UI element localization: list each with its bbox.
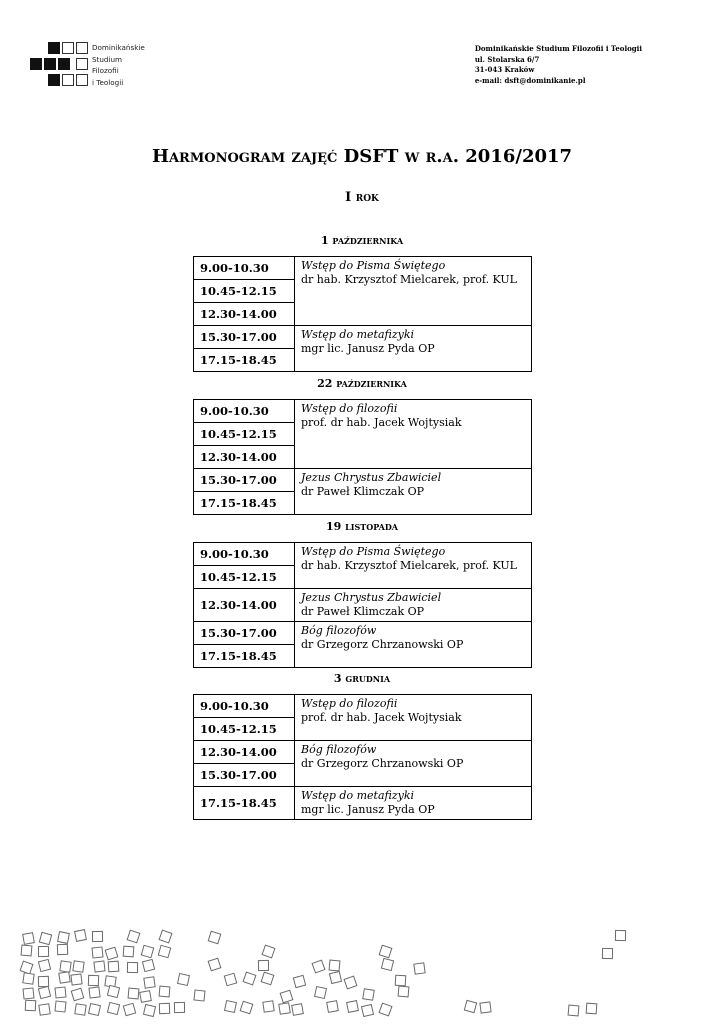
address-line: Dominikańskie Studium Filozofii i Teologii xyxy=(474,44,642,53)
decorative-square-icon xyxy=(92,931,103,942)
logo-line: Studium xyxy=(92,54,123,64)
course-name: Wstęp do metafizyki xyxy=(301,789,415,802)
decorative-square-icon xyxy=(22,987,34,999)
course-name: Jezus Chrystus Zbawiciel xyxy=(301,591,442,604)
course-cell xyxy=(295,589,532,622)
time-cell: 12.30-14.00 xyxy=(194,741,295,764)
decorative-square-icon xyxy=(122,1002,136,1016)
schedule-table xyxy=(193,399,532,515)
decorative-square-icon xyxy=(104,947,118,961)
decorative-square-icon xyxy=(278,1002,291,1015)
course-cell xyxy=(295,741,532,787)
decorative-square-icon xyxy=(311,959,325,973)
decorative-square-icon xyxy=(56,944,67,955)
time-cell: 12.30-14.00 xyxy=(194,303,295,326)
decorative-square-icon xyxy=(92,947,104,959)
lecturer-name: dr Paweł Klimczak OP xyxy=(301,605,425,618)
schedule-table xyxy=(193,542,532,668)
time-cell: 12.30-14.00 xyxy=(194,446,295,469)
institution-logo xyxy=(30,42,170,92)
decorative-square-icon xyxy=(398,986,410,998)
document-subtitle: I rok xyxy=(345,190,379,205)
decorative-square-icon xyxy=(24,1000,36,1012)
decorative-square-icon xyxy=(93,960,105,972)
decorative-square-icon xyxy=(75,1003,87,1015)
time-cell: 9.00-10.30 xyxy=(194,400,295,423)
lecturer-name: mgr lic. Janusz Pyda OP xyxy=(301,342,435,355)
decorative-square-icon xyxy=(177,973,190,986)
address-line: ul. Stolarska 6/7 xyxy=(474,54,540,64)
decorative-square-icon xyxy=(58,972,71,985)
logo-line: Filozofii xyxy=(92,66,119,75)
lecturer-name: dr Grzegorz Chrzanowski OP xyxy=(301,757,464,770)
decorative-square-icon xyxy=(414,962,426,974)
course-cell xyxy=(295,543,532,589)
institution-address xyxy=(475,44,642,86)
course-name: Bóg filozofów xyxy=(301,743,377,756)
address-line: e-mail: dsft@dominikanie.pl xyxy=(474,75,586,85)
decorative-square-icon xyxy=(38,1004,50,1016)
decorative-square-icon xyxy=(346,1000,359,1013)
time-cell: 9.00-10.30 xyxy=(194,543,295,566)
decorative-square-icon xyxy=(615,930,626,941)
lecturer-name: dr Grzegorz Chrzanowski OP xyxy=(301,638,464,651)
decorative-square-icon xyxy=(22,972,34,984)
time-cell: 9.00-10.30 xyxy=(194,257,295,280)
time-cell: 15.30-17.00 xyxy=(194,622,295,645)
decorative-square-icon xyxy=(586,1003,598,1015)
logo-squares-icon xyxy=(30,42,90,90)
decorative-square-icon xyxy=(70,988,84,1002)
course-name: Wstęp do filozofii xyxy=(301,697,398,710)
decorative-square-icon xyxy=(88,1003,101,1016)
table-row xyxy=(194,589,532,622)
decorative-square-icon xyxy=(139,990,152,1003)
decorative-square-icon xyxy=(360,1004,373,1017)
time-cell: 15.30-17.00 xyxy=(194,326,295,349)
time-cell: 17.15-18.45 xyxy=(194,787,295,820)
decorative-square-icon xyxy=(208,930,222,944)
decorative-squares-pattern xyxy=(20,930,710,1020)
section-date: 19 listopada xyxy=(326,520,398,533)
course-cell xyxy=(295,326,532,372)
time-cell: 10.45-12.15 xyxy=(194,423,295,446)
course-cell xyxy=(295,622,532,668)
decorative-square-icon xyxy=(394,974,406,986)
decorative-square-icon xyxy=(37,946,48,957)
course-name: Wstęp do Pisma Świętego xyxy=(301,545,446,558)
decorative-square-icon xyxy=(143,976,155,988)
table-row xyxy=(194,326,532,349)
decorative-square-icon xyxy=(106,1002,119,1015)
decorative-square-icon xyxy=(258,960,269,971)
decorative-square-icon xyxy=(260,972,274,986)
time-cell: 17.15-18.45 xyxy=(194,645,295,668)
decorative-square-icon xyxy=(262,945,276,959)
course-name: Wstęp do metafizyki xyxy=(301,328,415,341)
decorative-square-icon xyxy=(159,930,173,944)
table-row xyxy=(194,787,532,820)
table-row xyxy=(194,622,532,645)
decorative-square-icon xyxy=(208,958,222,972)
decorative-square-icon xyxy=(158,986,170,998)
decorative-square-icon xyxy=(378,1002,392,1016)
lecturer-name: prof. dr hab. Jacek Wojtysiak xyxy=(301,416,462,429)
decorative-square-icon xyxy=(140,945,154,959)
lecturer-name: dr hab. Krzysztof Mielcarek, prof. KUL xyxy=(301,559,517,572)
decorative-square-icon xyxy=(127,988,139,1000)
course-cell xyxy=(295,257,532,326)
decorative-square-icon xyxy=(158,945,172,959)
decorative-square-icon xyxy=(464,1000,477,1013)
decorative-square-icon xyxy=(37,986,50,999)
course-cell xyxy=(295,787,532,820)
decorative-square-icon xyxy=(38,931,51,944)
decorative-square-icon xyxy=(293,975,306,988)
decorative-square-icon xyxy=(123,945,135,957)
decorative-square-icon xyxy=(279,989,293,1003)
time-cell: 9.00-10.30 xyxy=(194,695,295,718)
logo-text xyxy=(92,42,145,88)
decorative-square-icon xyxy=(54,1000,66,1012)
decorative-square-icon xyxy=(20,944,32,956)
lecturer-name: dr hab. Krzysztof Mielcarek, prof. KUL xyxy=(301,273,517,286)
time-cell: 17.15-18.45 xyxy=(194,492,295,515)
decorative-square-icon xyxy=(38,959,51,972)
decorative-square-icon xyxy=(174,1002,185,1013)
decorative-square-icon xyxy=(262,1000,274,1012)
time-cell: 10.45-12.15 xyxy=(194,718,295,741)
decorative-square-icon xyxy=(343,976,357,990)
time-cell: 15.30-17.00 xyxy=(194,469,295,492)
time-cell: 10.45-12.15 xyxy=(194,566,295,589)
time-cell: 15.30-17.00 xyxy=(194,764,295,787)
time-cell: 17.15-18.45 xyxy=(194,349,295,372)
decorative-square-icon xyxy=(567,1004,579,1016)
decorative-square-icon xyxy=(22,932,35,945)
decorative-square-icon xyxy=(70,974,82,986)
course-cell xyxy=(295,469,532,515)
decorative-square-icon xyxy=(54,987,66,999)
course-name: Wstęp do filozofii xyxy=(301,402,398,415)
decorative-square-icon xyxy=(243,972,257,986)
logo-line: Dominikańskie xyxy=(92,43,145,52)
time-cell: 12.30-14.00 xyxy=(194,589,295,622)
address-line: 31-043 Kraków xyxy=(474,65,535,74)
course-cell xyxy=(295,695,532,741)
table-row xyxy=(194,257,532,280)
decorative-square-icon xyxy=(107,985,120,998)
decorative-square-icon xyxy=(329,971,342,984)
decorative-square-icon xyxy=(223,973,237,987)
decorative-square-icon xyxy=(126,929,140,943)
table-row xyxy=(194,543,532,566)
table-row xyxy=(194,400,532,423)
course-name: Jezus Chrystus Zbawiciel xyxy=(301,471,442,484)
decorative-square-icon xyxy=(108,960,120,972)
section-date: 1 października xyxy=(320,234,404,247)
decorative-square-icon xyxy=(88,974,99,985)
section-date: 22 października xyxy=(317,377,407,390)
table-row xyxy=(194,741,532,764)
decorative-square-icon xyxy=(327,1000,340,1013)
decorative-square-icon xyxy=(379,944,393,958)
table-row xyxy=(194,695,532,718)
decorative-square-icon xyxy=(602,948,613,959)
document-title: Harmonogram zajęć DSFT w r.a. 2016/2017 xyxy=(151,146,573,167)
decorative-square-icon xyxy=(127,962,138,973)
decorative-square-icon xyxy=(240,1001,254,1015)
schedule-table xyxy=(193,694,532,820)
course-name: Wstęp do Pisma Świętego xyxy=(301,259,446,272)
decorative-square-icon xyxy=(143,1003,156,1016)
decorative-square-icon xyxy=(362,989,375,1002)
section-date: 3 grudnia xyxy=(333,672,391,685)
schedule-table xyxy=(193,256,532,372)
decorative-square-icon xyxy=(57,931,70,944)
course-name: Bóg filozofów xyxy=(301,624,377,637)
decorative-square-icon xyxy=(72,960,84,972)
lecturer-name: dr Paweł Klimczak OP xyxy=(301,485,425,498)
decorative-square-icon xyxy=(313,985,326,998)
time-cell: 10.45-12.15 xyxy=(194,280,295,303)
decorative-square-icon xyxy=(291,1003,304,1016)
decorative-square-icon xyxy=(194,990,206,1002)
decorative-square-icon xyxy=(224,1000,237,1013)
decorative-square-icon xyxy=(142,959,155,972)
decorative-square-icon xyxy=(74,929,87,942)
decorative-square-icon xyxy=(381,958,394,971)
decorative-square-icon xyxy=(158,1003,169,1014)
decorative-square-icon xyxy=(88,986,100,998)
logo-line: i Teologii xyxy=(92,77,124,87)
course-cell xyxy=(295,400,532,469)
decorative-square-icon xyxy=(480,1001,492,1013)
lecturer-name: prof. dr hab. Jacek Wojtysiak xyxy=(301,711,462,724)
lecturer-name: mgr lic. Janusz Pyda OP xyxy=(301,803,435,816)
table-row xyxy=(194,469,532,492)
